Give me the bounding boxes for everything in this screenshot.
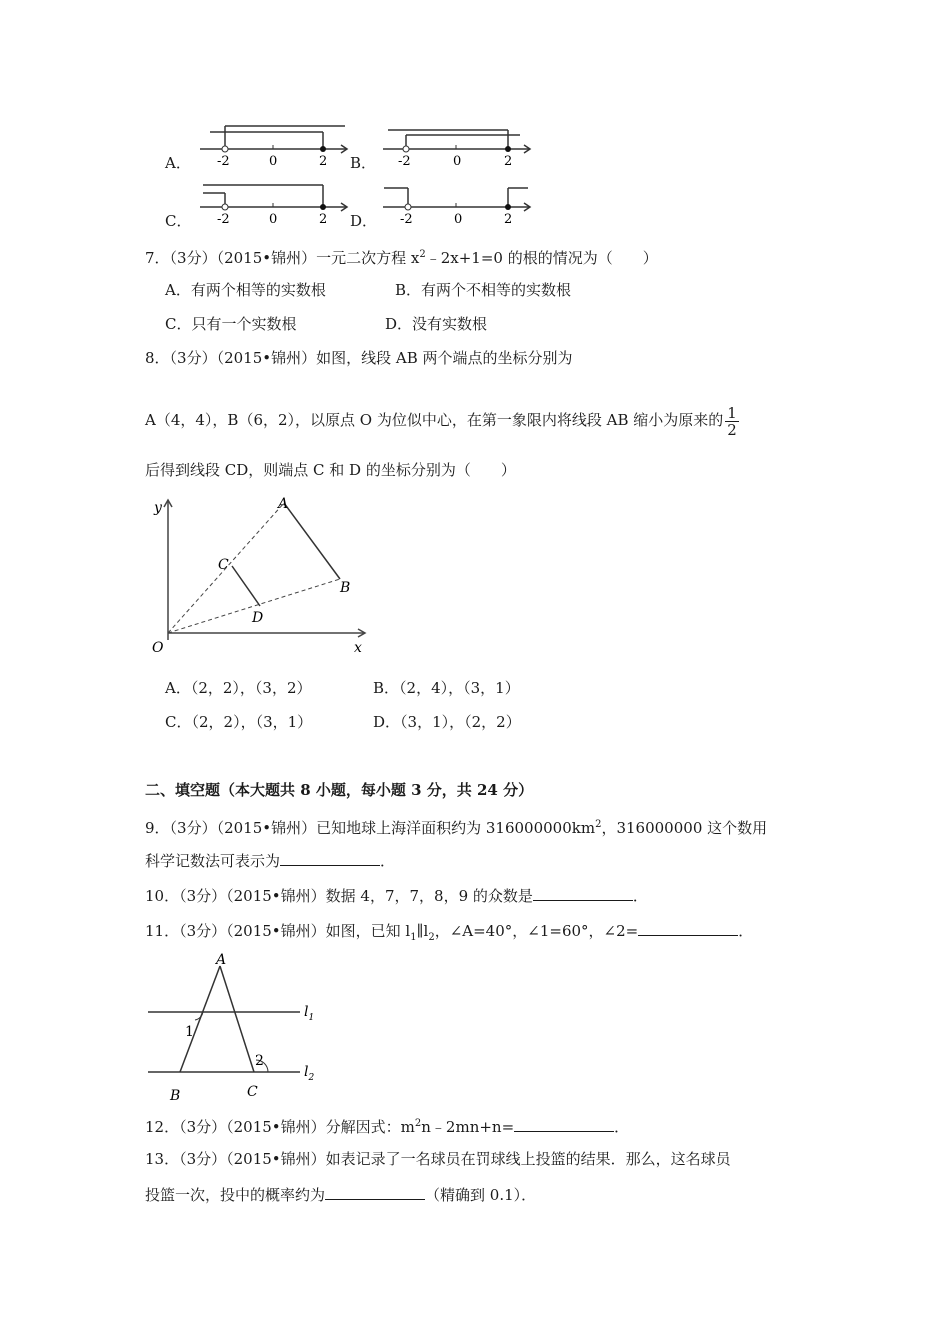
q8-point-c: C xyxy=(218,557,229,573)
section-2-title: 二、填空题（本大题共 8 小题，每小题 3 分，共 24 分） xyxy=(145,781,534,799)
q6-option-b-numberline xyxy=(378,118,538,173)
q11-vertex-a: A xyxy=(216,952,227,968)
q7-option-a: A．有两个相等的实数根 xyxy=(165,281,326,299)
q8-point-a: A xyxy=(278,496,289,512)
q11-angle-2: 2 xyxy=(255,1053,264,1069)
q6-option-b-label: B． xyxy=(350,154,377,172)
q6a-tick-0: 0 xyxy=(269,154,278,169)
q6-option-a-label: A． xyxy=(165,154,191,172)
q13-answer-blank[interactable] xyxy=(325,1185,425,1200)
q6a-tick-2: 2 xyxy=(319,154,328,169)
q6-option-a-numberline xyxy=(195,118,355,173)
q7-option-b: B．有两个不相等的实数根 xyxy=(395,281,572,299)
q8-line1: 8．（3分）（2015•锦州）如图，线段 AB 两个端点的坐标分别为 xyxy=(145,349,573,367)
q8-origin-label: O xyxy=(152,640,164,656)
q7-option-c: C．只有一个实数根 xyxy=(165,315,297,333)
q6d-tick-2: 2 xyxy=(504,212,513,227)
q8-option-d: D．（3，1），（2，2） xyxy=(373,713,521,731)
q8-point-b: B xyxy=(340,580,351,596)
q6-option-c-label: C． xyxy=(165,212,192,230)
q8-fraction: $\frac{1}{2}$ xyxy=(727,403,737,439)
q6-option-d-label: D． xyxy=(350,212,378,230)
q11-angle-1: 1 xyxy=(185,1024,194,1040)
q12-answer-blank[interactable] xyxy=(514,1117,614,1132)
q7-option-d: D．没有实数根 xyxy=(385,315,488,333)
q6b-tick-2: 2 xyxy=(504,154,513,169)
q11-line: 11．（3分）（2015•锦州）如图，已知 $l_1\parallel l_2$，∠A=40°，∠1=60°，∠2= ． xyxy=(145,922,754,943)
q6d-tick-0: 0 xyxy=(454,212,463,227)
q11-vertex-c: C xyxy=(247,1084,258,1100)
q8-x-label: x xyxy=(354,640,362,656)
q6c-tick-0: 0 xyxy=(269,212,278,227)
q6b-tick-0: 0 xyxy=(453,154,462,169)
q8-option-a: A．（2，2），（3，2） xyxy=(165,679,312,697)
q11-answer-blank[interactable] xyxy=(638,921,738,936)
q8-point-d: D xyxy=(252,610,264,626)
q6b-tick-neg2: -2 xyxy=(398,154,411,169)
q10-answer-blank[interactable] xyxy=(533,886,633,901)
q7-stem: 7．（3分）（2015•锦州）一元二次方程 $x^2﹣2x+1=0$ 的根的情况为（ ） xyxy=(145,249,658,267)
q10-line: 10．（3分）（2015•锦州）数据 4，7，7，8，9 的众数是 ． xyxy=(145,887,648,905)
q6c-tick-neg2: -2 xyxy=(217,212,230,227)
q6d-tick-neg2: -2 xyxy=(400,212,413,227)
q8-coordinate-figure xyxy=(140,490,380,660)
q6a-tick-neg2: -2 xyxy=(217,154,230,169)
q8-line3: 后得到线段 CD，则端点 C 和 D 的坐标分别为（ ） xyxy=(145,461,516,479)
q11-line-l2: $l_2$ xyxy=(304,1064,315,1083)
q11-vertex-b: B xyxy=(170,1088,181,1104)
q12-line: 12．（3分）（2015•锦州）分解因式：$m^2n﹣2mn+n=$ ． xyxy=(145,1118,630,1136)
q11-parallel-lines-figure xyxy=(140,950,330,1108)
q6-option-d-numberline xyxy=(378,176,538,231)
q9-answer-blank[interactable] xyxy=(280,851,380,866)
q9-line1: 9．（3分）（2015•锦州）已知地球上海洋面积约为 $316000000km^2$，316000000 这个数用 xyxy=(145,819,768,837)
q8-option-b: B．（2，4），（3，1） xyxy=(373,679,520,697)
q11-line-l1: $l_1$ xyxy=(304,1004,315,1023)
q9-line2: 科学记数法可表示为 ． xyxy=(145,852,396,870)
q8-option-c: C．（2，2），（3，1） xyxy=(165,713,313,731)
q13-line2: 投篮一次，投中的概率约为 （精确到 0.1）． xyxy=(145,1186,537,1204)
q13-line1: 13．（3分）（2015•锦州）如表记录了一名球员在罚球线上投篮的结果．那么，这名球员 xyxy=(145,1150,731,1168)
q6c-tick-2: 2 xyxy=(319,212,328,227)
q8-line2: A（4，4），B（6，2），以原点 O 为位似中心，在第一象限内将线段 AB 缩小为原来的 $\frac{1}{2}$ xyxy=(145,403,737,439)
q8-y-label: y xyxy=(154,500,162,516)
q6-option-c-numberline xyxy=(195,176,355,231)
